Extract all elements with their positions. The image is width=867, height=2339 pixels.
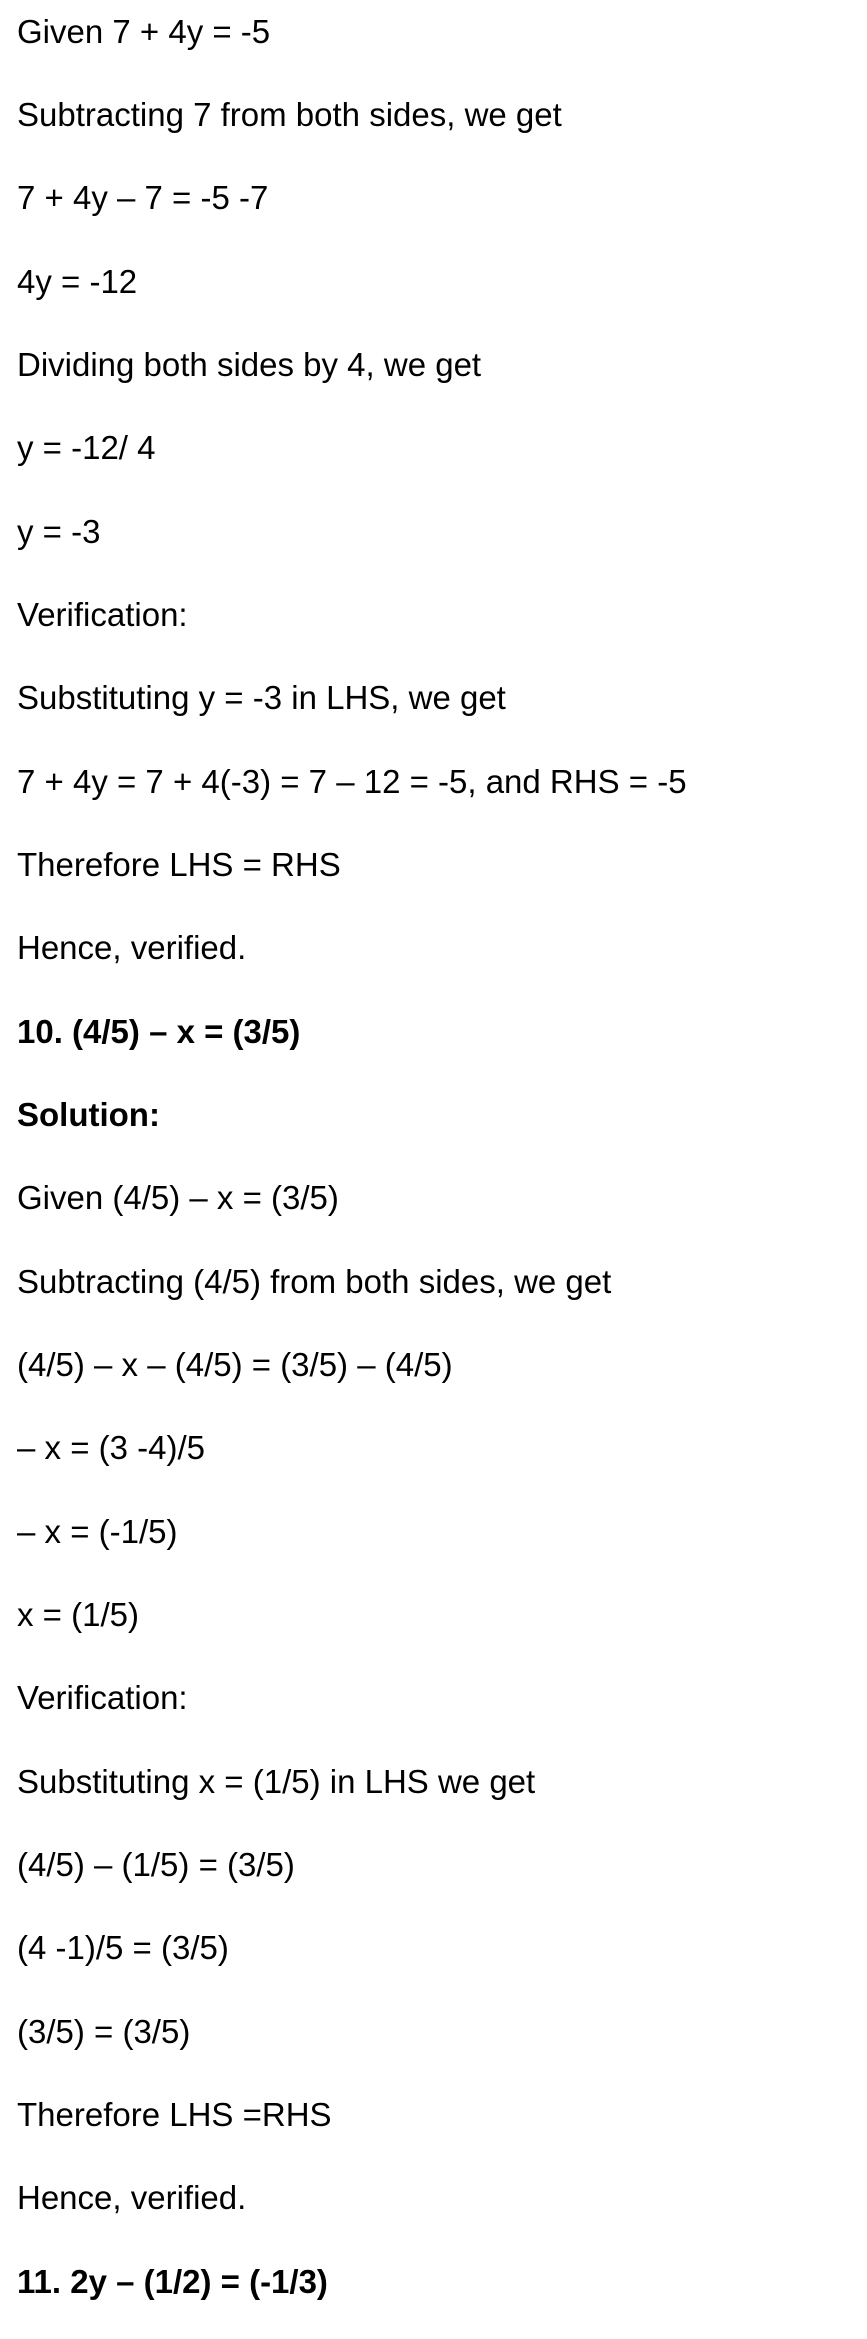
text-line: (3/5) = (3/5) [17, 2013, 191, 2050]
question-heading: 11. 2y – (1/2) = (-1/3) [17, 2263, 328, 2300]
text-line: Substituting y = -3 in LHS, we get [17, 679, 506, 716]
text-line: x = (1/5) [17, 1596, 139, 1633]
text-line: 7 + 4y – 7 = -5 -7 [17, 179, 269, 216]
text-line: Hence, verified. [17, 2179, 247, 2216]
solution-heading: Solution: [17, 1096, 160, 1133]
text-line: Therefore LHS =RHS [17, 2096, 332, 2133]
text-line: Hence, verified. [17, 929, 247, 966]
text-line: y = -12/ 4 [17, 429, 156, 466]
text-line: Therefore LHS = RHS [17, 846, 341, 883]
question-heading: 10. (4/5) – x = (3/5) [17, 1013, 301, 1050]
text-line: y = -3 [17, 513, 101, 550]
text-line: Substituting x = (1/5) in LHS we get [17, 1763, 536, 1800]
text-line: Verification: [17, 1679, 188, 1716]
text-line: – x = (-1/5) [17, 1513, 178, 1550]
text-line: (4 -1)/5 = (3/5) [17, 1929, 229, 1966]
text-line: – x = (3 -4)/5 [17, 1429, 205, 1466]
text-line: 4y = -12 [17, 263, 138, 300]
text-line: 7 + 4y = 7 + 4(-3) = 7 – 12 = -5, and RHS = -5 [17, 763, 687, 800]
text-line: Given 7 + 4y = -5 [17, 13, 271, 50]
text-line: Dividing both sides by 4, we get [17, 346, 482, 383]
text-line: (4/5) – (1/5) = (3/5) [17, 1846, 295, 1883]
text-line: Given (4/5) – x = (3/5) [17, 1179, 339, 1216]
text-line: (4/5) – x – (4/5) = (3/5) – (4/5) [17, 1346, 453, 1383]
text-line: Verification: [17, 596, 188, 633]
text-line: Subtracting 7 from both sides, we get [17, 96, 562, 133]
text-line: Subtracting (4/5) from both sides, we get [17, 1263, 612, 1300]
